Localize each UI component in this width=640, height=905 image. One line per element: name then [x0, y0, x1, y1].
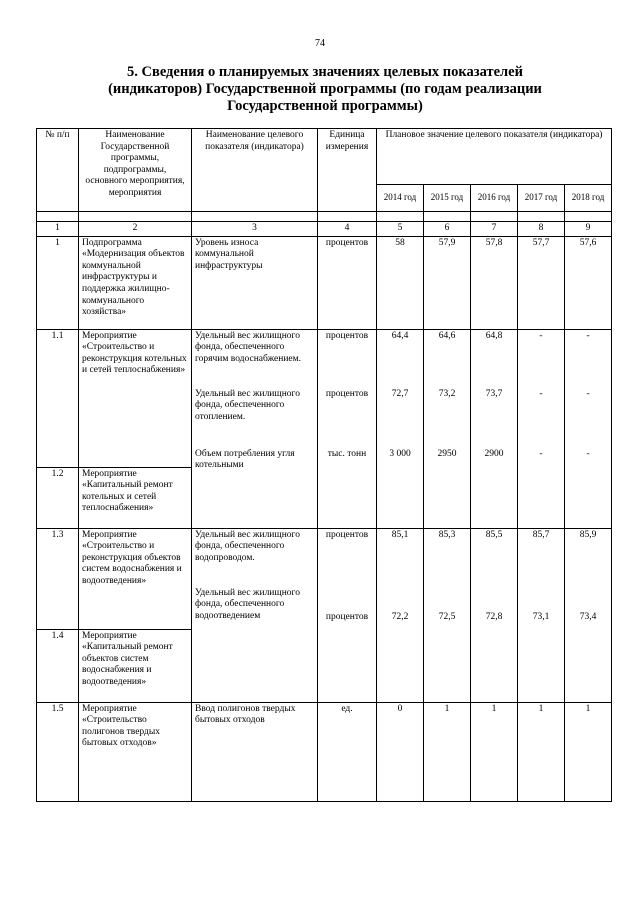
value-b: 73,1 [532, 611, 550, 622]
value-b: 72,2 [391, 611, 409, 622]
value-2016: 57,8 [471, 236, 518, 329]
row-num: 1 [37, 236, 79, 329]
title-line-2: (индикаторов) Государственной программы (по годам реализации [108, 81, 542, 97]
value-a: 64,6 [438, 330, 456, 341]
value-a: 85,5 [485, 529, 503, 540]
row-indicator [192, 329, 318, 528]
value-c: - [586, 448, 590, 459]
value-2017 [518, 329, 565, 528]
page-number: 74 [315, 38, 325, 49]
indicator-hot-water: Удельный вес жилищного фонда, обеспеченного горячим водоснабжением. [195, 330, 302, 364]
value-b: 73,4 [579, 611, 597, 622]
table-row [37, 236, 612, 329]
value-2015: 1 [424, 702, 471, 801]
unit-b: процентов [325, 388, 369, 399]
value-c: 2900 [484, 448, 504, 459]
value-2018: 1 [565, 702, 612, 801]
row-name: Подпрограмма «Модернизация объектов коммунальной инфраструктуры и поддержка жилищно-коммунального хозяйства» [79, 236, 192, 329]
value-c: - [539, 448, 543, 459]
title-line-1: 5. Сведения о планируемых значениях целевых показателей [127, 64, 523, 80]
title-line-3: Государственной программы) [227, 98, 423, 114]
row-num: 1.3 [37, 528, 79, 629]
row-num: 1.2 [37, 467, 79, 528]
header-year-2014: 2014 год [377, 184, 424, 211]
value-2015 [424, 329, 471, 528]
value-2014 [377, 329, 424, 528]
indicators-table [36, 128, 612, 802]
value-b: 72,8 [485, 611, 503, 622]
value-2016 [471, 528, 518, 702]
row-name: Мероприятие «Строительство и реконструкция котельных и сетей теплоснабжения» [79, 329, 192, 467]
value-2018 [565, 528, 612, 702]
indicator-water-supply: Удельный вес жилищного фонда, обеспеченного водопроводом. [195, 529, 300, 563]
indicator-sewerage: Удельный вес жилищного фонда, обеспеченного водоотведением [195, 587, 300, 621]
value-b: - [539, 388, 543, 399]
col-number: 4 [318, 222, 377, 237]
row-name: Мероприятие «Капитальный ремонт котельных и сетей теплоснабжения» [79, 467, 192, 528]
value-2017: 1 [518, 702, 565, 801]
col-number: 6 [424, 222, 471, 237]
header-unit: Единица измерения [318, 129, 377, 212]
table-row [37, 329, 612, 467]
value-2014: 58 [377, 236, 424, 329]
value-2016: 1 [471, 702, 518, 801]
table-row [37, 702, 612, 801]
value-2017: 57,7 [518, 236, 565, 329]
value-a: 64,4 [391, 330, 409, 341]
value-2018 [565, 329, 612, 528]
value-b: - [586, 388, 590, 399]
col-number: 3 [192, 222, 318, 237]
column-numbers-row [37, 222, 612, 237]
value-a: - [586, 330, 590, 341]
header-year-2018: 2018 год [565, 184, 612, 211]
value-2017 [518, 528, 565, 702]
row-indicator: Ввод полигонов твердых бытовых отходов [192, 702, 318, 801]
header-name: Наименование Государственной программы, подпрограммы, основного мероприятия, мероприятия [79, 129, 192, 212]
row-num: 1.1 [37, 329, 79, 467]
value-2015 [424, 528, 471, 702]
row-unit [318, 528, 377, 702]
header-row [37, 129, 612, 185]
value-a: - [539, 330, 543, 341]
table-row [37, 528, 612, 629]
row-unit: процентов [318, 236, 377, 329]
header-num: № п/п [37, 129, 79, 212]
value-2014: 0 [377, 702, 424, 801]
row-indicator [192, 528, 318, 702]
value-2016 [471, 329, 518, 528]
value-2015: 57,9 [424, 236, 471, 329]
unit-b: процентов [325, 611, 369, 622]
col-number: 1 [37, 222, 79, 237]
row-name: Мероприятие «Строительство и реконструкция объектов систем водоснабжения и водоотведения» [79, 528, 192, 629]
value-a: 85,9 [579, 529, 597, 540]
value-b: 73,2 [438, 388, 456, 399]
row-name: Мероприятие «Строительство полигонов твердых бытовых отходов» [79, 702, 192, 801]
col-number: 2 [79, 222, 192, 237]
row-num: 1.4 [37, 629, 79, 702]
row-unit [318, 329, 377, 528]
value-b: 72,7 [391, 388, 409, 399]
unit-c: тыс. тонн [327, 448, 367, 459]
header-indicator: Наименование целевого показателя (индикатора) [192, 129, 318, 212]
row-indicator: Уровень износа коммунальной инфраструктуры [192, 236, 318, 329]
value-c: 2950 [437, 448, 457, 459]
header-plan: Плановое значение целевого показателя (индикатора) [377, 129, 612, 185]
row-num: 1.5 [37, 702, 79, 801]
header-year-2016: 2016 год [471, 184, 518, 211]
value-a: 85,3 [438, 529, 456, 540]
col-number: 7 [471, 222, 518, 237]
value-a: 85,1 [391, 529, 409, 540]
section-title [60, 64, 590, 115]
indicator-heating: Удельный вес жилищного фонда, обеспеченного отоплением. [195, 388, 300, 422]
col-number: 8 [518, 222, 565, 237]
header-gap [37, 212, 612, 222]
col-number: 5 [377, 222, 424, 237]
header-year-2017: 2017 год [518, 184, 565, 211]
row-name: Мероприятие «Капитальный ремонт объектов систем водоснабжения и водоотведения» [79, 629, 192, 702]
value-a: 64,8 [485, 330, 503, 341]
value-b: 73,7 [485, 388, 503, 399]
row-unit: ед. [318, 702, 377, 801]
unit-a: процентов [325, 330, 369, 341]
value-a: 85,7 [532, 529, 550, 540]
value-c: 3 000 [389, 448, 411, 459]
col-number: 9 [565, 222, 612, 237]
value-2014 [377, 528, 424, 702]
value-b: 72,5 [438, 611, 456, 622]
value-2018: 57,6 [565, 236, 612, 329]
indicator-coal: Объем потребления угля котельными [195, 448, 295, 471]
header-year-2015: 2015 год [424, 184, 471, 211]
unit-a: процентов [325, 529, 369, 540]
